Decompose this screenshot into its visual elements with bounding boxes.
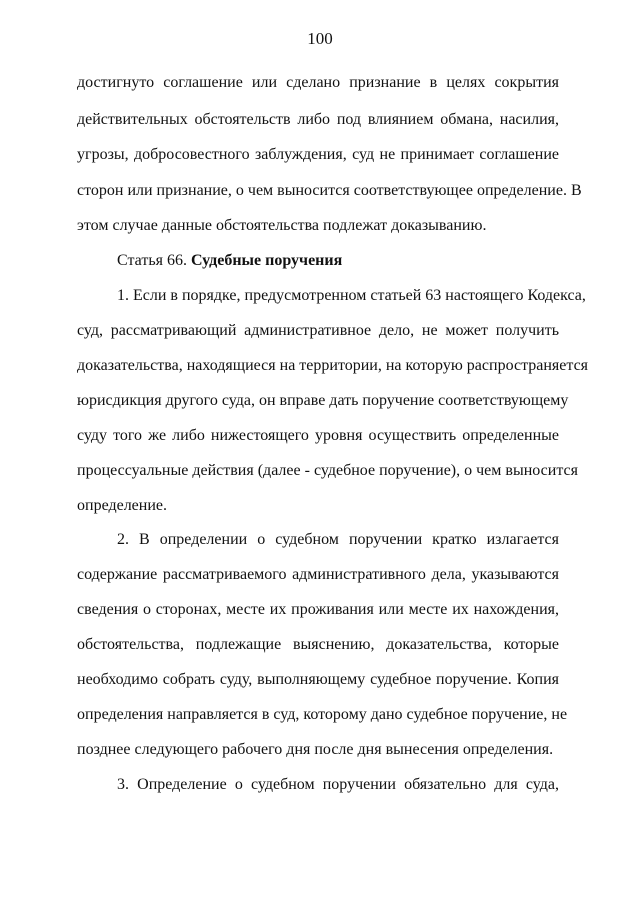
text-line: определение. <box>77 497 168 514</box>
text-line: позднее следующего рабочего дня после дня вынесения определения. <box>77 741 554 758</box>
text-line: сторон или признание, о чем выносится соответствующее определение. В <box>77 182 582 199</box>
text-line: достигнуто соглашение или сделано признание в целях сокрытия <box>77 74 559 91</box>
text-line: необходимо собрать суду, выполняющему судебное поручение. Копия <box>77 671 559 688</box>
text-line: угрозы, добросовестного заблуждения, суд не принимает соглашение <box>77 146 559 163</box>
text-line: процессуальные действия (далее - судебное поручение), о чем выносится <box>77 462 578 479</box>
text-line: содержание рассматриваемого административного дела, указываются <box>77 566 559 583</box>
text-line: суду того же либо нижестоящего уровня осуществить определенные <box>77 427 559 444</box>
text-line: юрисдикция другого суда, он вправе дать поручение соответствующему <box>77 392 569 409</box>
text-line: суд, рассматривающий административное дело, не может получить <box>77 322 559 339</box>
article-heading <box>117 250 559 272</box>
text-line: 2. В определении о судебном поручении кратко излагается <box>117 531 559 548</box>
text-line: 3. Определение о судебном поручении обязательно для суда, <box>117 776 559 793</box>
text-line: этом случае данные обстоятельства подлежат доказыванию. <box>77 217 487 234</box>
text-line: действительных обстоятельств либо под влиянием обмана, насилия, <box>77 111 559 128</box>
text-line: доказательства, находящиеся на территории, на которую распространяется <box>77 357 589 374</box>
text-line: 1. Если в порядке, предусмотренном статьей 63 настоящего Кодекса, <box>117 287 586 304</box>
text-line: определения направляется в суд, которому дано судебное поручение, не <box>77 706 568 723</box>
text-line: обстоятельства, подлежащие выяснению, доказательства, которые <box>77 636 559 653</box>
text-line: сведения о сторонах, месте их проживания или месте их нахождения, <box>77 601 559 618</box>
article-title: Судебные поручения <box>190 252 343 269</box>
page-number: 100 <box>307 29 333 48</box>
article-number: Статья 66. <box>117 252 187 269</box>
